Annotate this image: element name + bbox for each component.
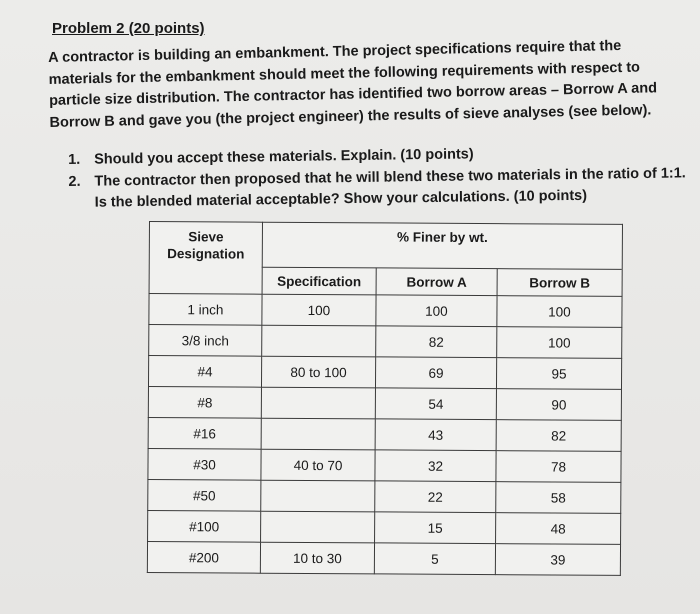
spec-cell [261,387,375,419]
borrow-b-cell: 82 [496,420,621,452]
sieve-analysis-table [147,221,623,576]
table-row [149,294,622,328]
table-row [148,510,621,544]
problem-intro: A contractor is building an embankment. The project specifications require that the materials for the embankment should meet the following requirements with respect to particle size distribution. The contractor has identified two borrow areas – Borrow A and Borrow B and gave you (the project engineer) the results of sieve analyses (see below). [48,37,658,131]
question-list [68,141,689,215]
sieve-cell: 3/8 inch [149,325,262,357]
borrow-a-cell: 32 [375,450,496,482]
sieve-cell: 1 inch [149,294,262,326]
borrow-b-header: Borrow B [497,269,622,297]
sieve-cell: #4 [148,356,261,388]
question-number: 1. [68,151,81,168]
borrow-a-cell: 100 [376,295,497,327]
sieve-cell: #16 [148,417,261,449]
table-row [149,325,622,359]
borrow-b-cell: 100 [497,327,622,359]
borrow-b-cell: 39 [495,544,620,576]
question-text: Should you accept these materials. Explain. (10 points) [94,146,474,168]
table-row [148,386,621,420]
spec-cell: 80 to 100 [261,356,375,388]
sieve-table-wrapper [147,221,623,576]
spec-cell [262,325,376,357]
borrow-b-cell: 48 [496,513,621,545]
borrow-a-cell: 22 [375,481,496,513]
borrow-b-cell: 100 [497,296,622,328]
spec-cell: 100 [262,294,376,326]
spec-cell: 10 to 30 [260,542,374,574]
spec-cell [261,480,375,512]
borrow-a-cell: 5 [374,543,495,575]
table-row [148,356,621,390]
percent-finer-header: % Finer by wt. [262,222,622,269]
table-body [147,294,622,576]
table-header-row [149,222,622,270]
sieve-cell: #200 [147,541,260,573]
borrow-b-cell: 78 [496,451,621,483]
question-text: The contractor then proposed that he will blend these two materials in the ratio of 1:1. Is the blended material acceptable? Show your calculations. (10 points) [94,165,686,211]
borrow-b-cell: 95 [496,358,621,390]
question-number: 2. [68,173,81,190]
table-row [148,448,621,482]
question-item [68,163,689,214]
borrow-b-cell: 90 [496,389,621,421]
borrow-a-header: Borrow A [376,268,497,296]
spec-cell: 40 to 70 [261,449,375,481]
sieve-cell: #50 [148,479,261,511]
borrow-a-cell: 43 [375,419,496,451]
sieve-cell: #100 [148,510,261,542]
sieve-cell: #8 [148,386,261,418]
sieve-cell: #30 [148,448,261,480]
borrow-a-cell: 15 [375,512,496,544]
table-row [148,479,621,513]
table-row [147,541,620,575]
borrow-b-cell: 58 [496,482,621,514]
borrow-a-cell: 54 [375,388,496,420]
borrow-a-cell: 82 [376,326,497,358]
table-row [148,417,621,451]
sieve-designation-header: Sieve Designation [149,222,262,295]
borrow-a-cell: 69 [375,357,496,389]
problem-title: Problem 2 (20 points) [52,20,205,37]
spec-cell [261,511,375,543]
specification-header: Specification [262,267,376,295]
spec-cell [261,418,375,450]
